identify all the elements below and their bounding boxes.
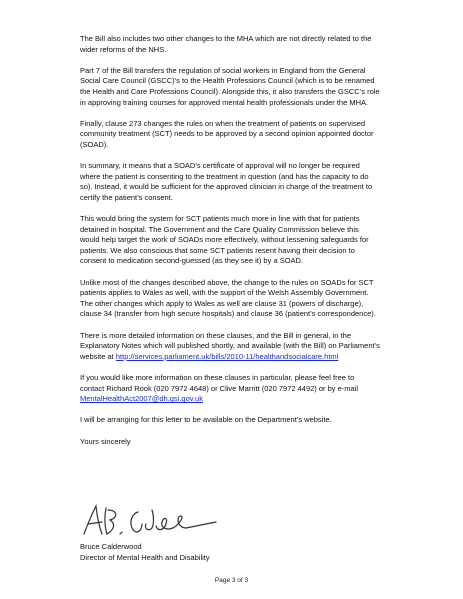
paragraph-contact: [80, 373, 380, 405]
parliament-link[interactable]: http://services.parliament.uk/bills/2010-11/healthandsocialcare.html: [115, 351, 339, 361]
explanatory-notes-text: There is more detailed information on these clauses, and the Bill in general, in the Explanatory Notes which will published shortly, and available (with the Bill) on Parliament’s website at: [80, 330, 380, 361]
contact-text: If you would like more information on these clauses in particular, please feel free to contact Richard Rook (020 7972 4648) or Clive Marritt (020 7972 4492) or by e-mail: [80, 373, 359, 393]
paragraph-part-7: Part 7 of the Bill transfers the regulation of social workers in England from the General Social Care Council (GSCC)’s to the Health Professions Council (which is to be renamed the Health and Care Professions Council). Alongside this, it also transfers the GSCC’s role in approving training courses for approved mental health professionals under the MHA.: [80, 65, 380, 107]
paragraph-clause-273: Finally, clause 273 changes the rules on when the treatment of patients on supervised community treatment (SCT) needs to be approved by a second opinion appointed doctor (SOAD).: [80, 118, 374, 149]
paragraph-summary: In summary, it means that a SOAD’s certificate of approval will no longer be required where the patient is consenting to the treatment in question (and has the capacity to do so). Instead, it would be sufficient for the approved clinician in charge of the treatment to certify the patient’s consent.: [80, 161, 373, 202]
paragraph-explanatory-notes: [80, 331, 380, 363]
handwritten-signature: [80, 498, 220, 540]
paragraph-website: I will be arranging for this letter to be available on the Department’s website.: [80, 415, 332, 425]
closing-line: Yours sincerely: [80, 436, 131, 446]
signer-name: Bruce Calderwood: [80, 542, 142, 551]
paragraph-mha-changes: The Bill also includes two other changes to the MHA which are not directly related to the wider reforms of the NHS.: [80, 34, 372, 54]
paragraph-sct-system: This would bring the system for SCT patients much more in line with that for patients detained in hospital. The Government and the Care Quality Commission believe this would help target the work of SOADs more effectively, without lessening safeguards for patients. We also conscious that some SCT patients resent having their decision to consent to medication second-guessed (as they see it) by a SOAD.: [80, 214, 369, 266]
signer-block: [80, 542, 210, 563]
email-link[interactable]: MentalHealthAct2007@dh.gsi.gov.uk: [80, 394, 203, 404]
signer-title: Director of Mental Health and Disability: [80, 552, 210, 562]
page-number: Page 3 of 3: [214, 577, 249, 584]
paragraph-wales: Unlike most of the changes described above, the change to the rules on SOADs for SCT patients applies to Wales as well, with the support of the Welsh Assembly Government. The other changes which apply to Wales as well are clause 31 (powers of discharge), clause 34 (transfer from high secure hospitals) and clause 36 (patient’s correspondence).: [80, 277, 376, 319]
letter-body: [80, 34, 380, 458]
